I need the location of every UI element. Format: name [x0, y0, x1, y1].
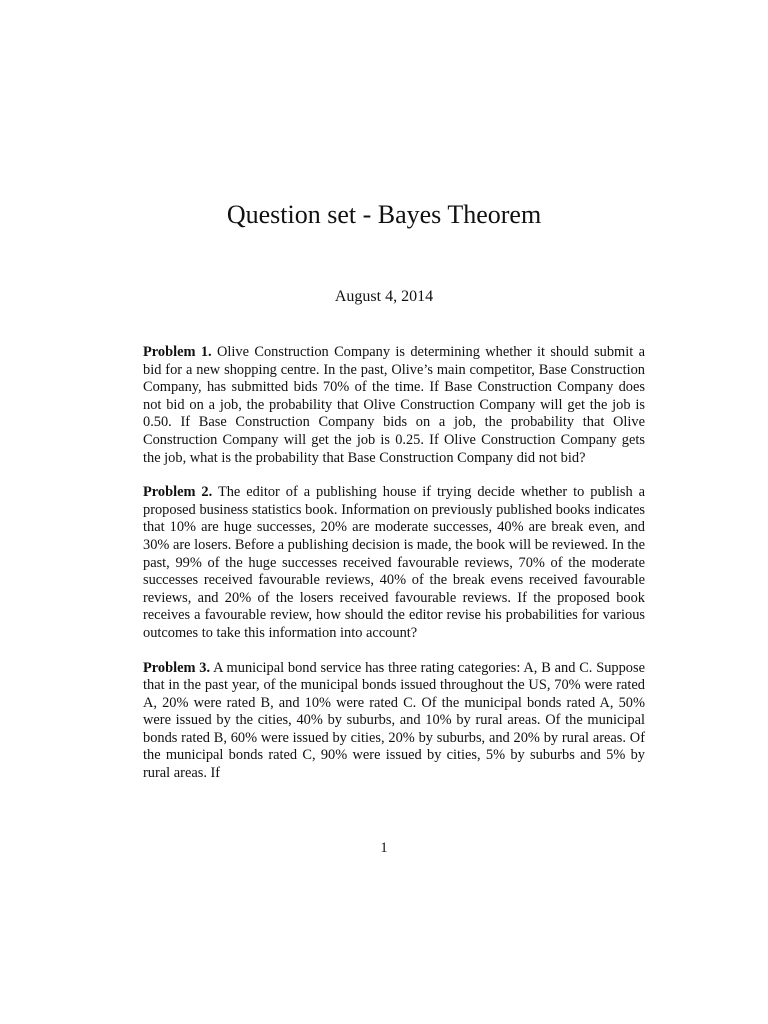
- problem-label: Problem 1.: [143, 344, 212, 360]
- problem-list: [143, 344, 645, 800]
- problem-1: [143, 344, 645, 467]
- document-title: Question set - Bayes Theorem: [226, 200, 542, 229]
- problem-label: Problem 3.: [143, 659, 211, 676]
- problem-text: The editor of a publishing house if trying decide whether to publish a proposed business statistics book. Information on previously published books indicates that 10% are huge successes, 20% are moderate successes, 40% are break even, and 30% are losers. Before a publishing decision is made, the book will be reviewed. In the past, 99% of the huge successes received favourable reviews, 70% of the moderate successes received favourable reviews, 40% of the break evens received favourable reviews, and 20% of the losers received favourable reviews. If the proposed book receives a favourable review, how should the editor revise his probabilities for various outcomes to take this information into account?: [143, 484, 645, 641]
- problem-3: [143, 660, 645, 783]
- problem-label: Problem 2.: [143, 484, 213, 501]
- problem-text: A municipal bond service has three rating categories: A, B and C. Suppose that in the past year, of the municipal bonds issued throughout the US, 70% were rated A, 20% were rated B, and 10% were rated C. Of the municipal bonds rated A, 50% were issued by the cities, 40% by suburbs, and 10% by rural areas. Of the municipal bonds rated B, 60% were issued by cities, 20% by suburbs, and 20% by rural areas. Of the municipal bonds rated C, 90% were issued by cities, 5% by suburbs and 5% by rural areas. If: [143, 659, 645, 782]
- problem-text: Olive Construction Company is determining whether it should submit a bid for a new shopping centre. In the past, Olive’s main competitor, Base Construction Company, has submitted bids 70% of the time. If Base Construction Company does not bid on a job, the probability that Olive Construction Company will get the job is 0.50. If Base Construction Company bids on a job, the probability that Olive Construction Company will get the job is 0.25. If Olive Construction Company gets the job, what is the probability that Base Construction Company did not bid?: [143, 344, 645, 466]
- problem-2: [143, 484, 645, 642]
- document-date: August 4, 2014: [334, 288, 434, 305]
- page-number: 1: [380, 840, 388, 856]
